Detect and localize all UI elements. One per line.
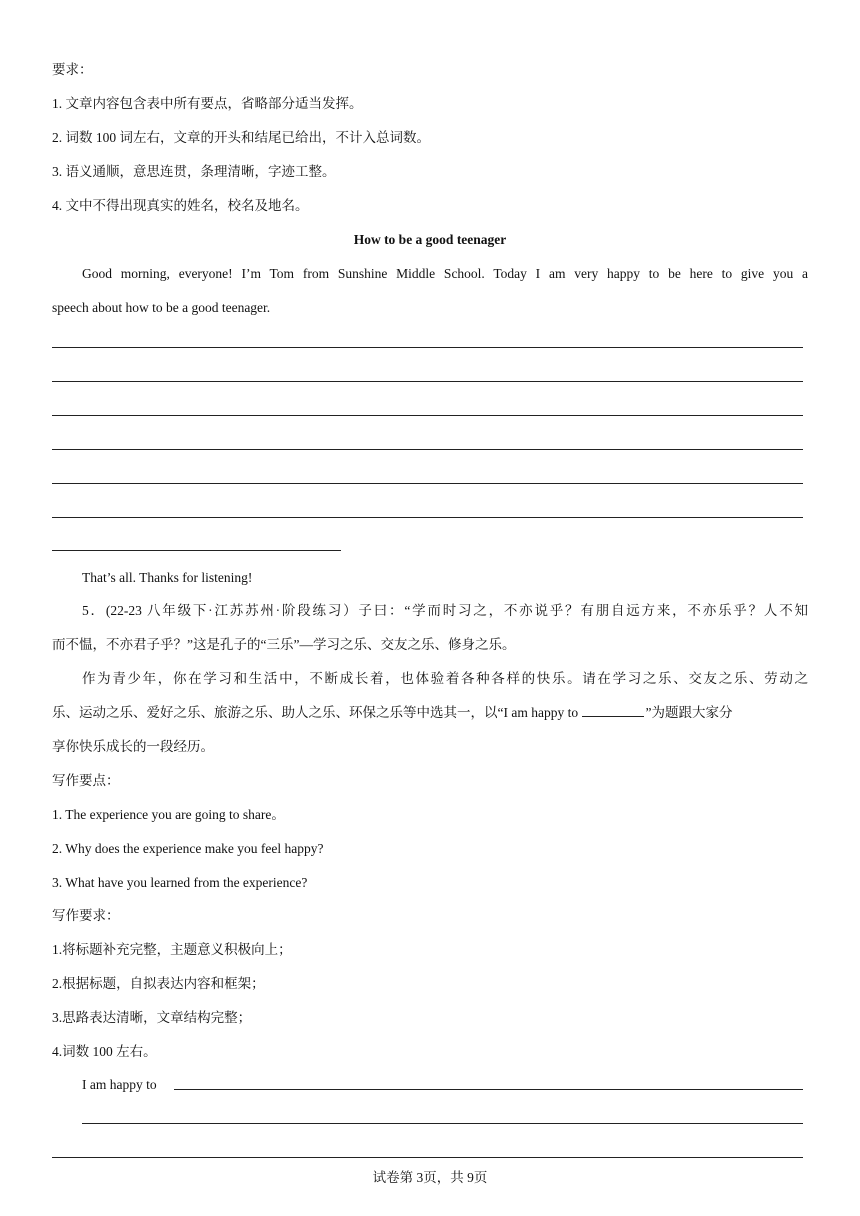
essay-closing: That’s all. Thanks for listening! — [82, 570, 253, 585]
essay-opening-line-2: speech about how to be a good teenager. — [52, 300, 271, 315]
points-heading: 写作要点： — [52, 773, 120, 788]
q5-para1-line-2: 而不愠，不亦君子乎？”这是孔子的“三乐”—学习之乐、交友之乐、修身之乐。 — [52, 637, 516, 652]
writing-req-heading: 写作要求： — [52, 908, 120, 923]
answer-line[interactable] — [52, 517, 803, 518]
page-footer: 试卷第 3页，共 9页 — [372, 1170, 488, 1185]
answer-line[interactable] — [52, 483, 803, 484]
q5-para2-text: 作为青少年，你在学习和生活中，不断成长着，也体验着各种各样的快乐。请在学习之乐、交友之乐、劳动之 — [82, 671, 808, 686]
requirement-item: 3. 语义通顺，意思连贯，条理清晰，字迹工整。 — [52, 164, 336, 179]
answer-line[interactable] — [52, 381, 803, 382]
writing-req-item: 2.根据标题，自拟表达内容和框架； — [52, 976, 265, 991]
essay-opening-text: Good morning, everyone! I’m Tom from Sunshine Middle School. Today I am very happy to be here to give you a — [82, 266, 808, 281]
answer-line[interactable] — [52, 415, 803, 416]
q5-para2-line-3: 享你快乐成长的一段经历。 — [52, 739, 214, 754]
q5-para1-line — [82, 602, 808, 620]
answer-line[interactable] — [82, 1123, 803, 1124]
writing-req-item: 4.词数 100 左右。 — [52, 1044, 157, 1059]
answer-line-short[interactable] — [52, 550, 341, 551]
q5-para2-text-b: ”为题跟大家分 — [645, 705, 733, 720]
requirements-heading: 要求： — [52, 62, 93, 77]
answer-line[interactable] — [52, 1157, 803, 1158]
title-prompt: I am happy to — [82, 1077, 157, 1092]
writing-req-item: 1.将标题补充完整，主题意义积极向上； — [52, 942, 292, 957]
requirement-item: 1. 文章内容包含表中所有要点，省略部分适当发挥。 — [52, 96, 363, 111]
essay-opening-line — [82, 265, 808, 283]
point-item: 3. What have you learned from the experience? — [52, 875, 308, 890]
point-item: 1. The experience you are going to share。 — [52, 807, 285, 822]
writing-req-item: 3.思路表达清晰，文章结构完整； — [52, 1010, 252, 1025]
q5-para2-line — [82, 670, 808, 688]
q5-para1-text: 5．(22-23 八年级下·江苏苏州·阶段练习）子曰：“学而时习之，不亦说乎？有朋自远方来，不亦乐乎？人不知 — [82, 603, 808, 618]
point-item: 2. Why does the experience make you feel happy? — [52, 841, 324, 856]
title-answer-line[interactable] — [174, 1089, 803, 1090]
q5-para2-line-2 — [52, 704, 732, 722]
essay-title: How to be a good teenager — [353, 232, 507, 247]
answer-line[interactable] — [52, 347, 803, 348]
requirement-item: 4. 文中不得出现真实的姓名，校名及地名。 — [52, 198, 309, 213]
requirement-item: 2. 词数 100 词左右，文章的开头和结尾已给出，不计入总词数。 — [52, 130, 430, 145]
answer-line[interactable] — [52, 449, 803, 450]
fill-blank[interactable] — [582, 704, 644, 717]
q5-para2-text-a: 乐、运动之乐、爱好之乐、旅游之乐、助人之乐、环保之乐等中选其一，以“I am happy to — [52, 705, 582, 720]
